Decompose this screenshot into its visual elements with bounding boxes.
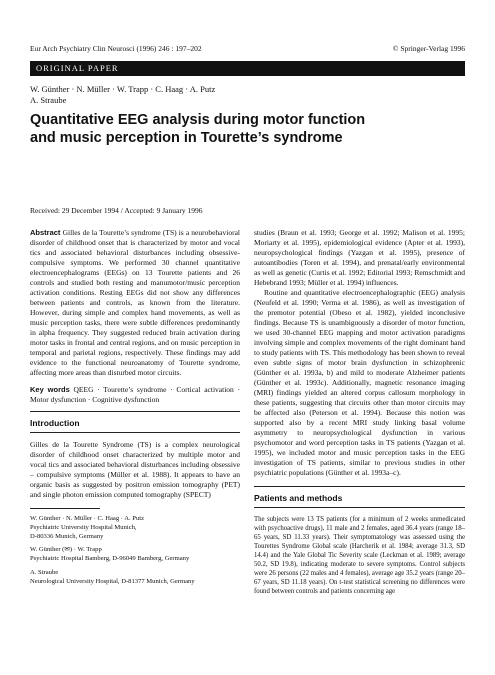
affiliation-line: Neurological University Hospital, D-81377 Munich, Germany: [30, 577, 195, 585]
divider: [254, 486, 465, 487]
title-line: and music perception in Tourette’s syndrome: [30, 130, 343, 146]
methods-text: The subjects were 13 TS patients (for a minimum of 2 weeks unmedicated with psychoactive drugs), 11 male and 2 females, aged 36.4 years (range 18–65 years, SD 11.33 years). Their symptomatology was assessed using the Tourettes Syndrome Global scale (Harcherik et al. 1984; average 31.3, SD 14.4) and the Yale Global Tic Severity scale (Leckman et al. 1989; average 50.2, SD 19.8), indicating moderate to severe symptoms. Control subjects were 26 persons (22 males and 4 females), average age 35.2 years (range 20–67 years, SD 11.18 years). On t-test statistical screening no differences were found between controls and patients concerning age: [254, 516, 465, 595]
affiliation-line: Psychiatric Hospital Bamberg, D-96049 Bamberg, Germany: [30, 555, 190, 563]
author-list: [30, 84, 450, 106]
keywords-label: Key words: [30, 385, 70, 394]
paper-title: [30, 111, 450, 147]
journal-citation: Eur Arch Psychiatry Clin Neurosci (1996) 246 : 197–202: [30, 44, 202, 53]
affiliation-names: W. Günther · N. Müller · C. Haag · A. Putz: [30, 515, 145, 522]
intro-continued: studies (Braun et al. 1993; George et al. 1992; Malison et al. 1995; Moriarty et al. 1995), epidemiological evidence (Apter et al. 1993), neuropsychological findings (Yazgan et al. 1995), presence of autoantibodies (Toren et al. 1994), and prenatal/early environmental as well as genetic (Curtis et al. 1992; Editorial 1993; Remschmidt and Hebebrand 1993; Müller et al. 1994) influences.: [254, 228, 465, 287]
affiliation: [30, 515, 240, 541]
author-line: A. Straube: [30, 95, 67, 105]
abstract-label: Abstract: [30, 228, 61, 237]
affiliation-names: W. Günther (✉) · W. Trapp: [30, 546, 102, 554]
introduction-heading: Introduction: [30, 418, 80, 428]
affiliation-line: Psychiatric University Hospital Munich,: [30, 523, 137, 531]
affiliations: [30, 515, 240, 587]
keywords-text: QEEG · Tourette’s syndrome · Cortical activation · Motor dysfunction · Cognitive dysfunction: [30, 385, 240, 404]
introduction-text: Gilles de la Tourette Syndrome (TS) is a complex neurological disorder of childhood onset characterized by multiple motor and vocal tics and associated behavioral disturbances including obsessive – compulsive symptoms (Müller et al. 1988). It appears to have an organic basis as suggested by positron emission tomography (PET) and single photon emission computed tomography (SPECT): [30, 440, 240, 499]
footnote-divider: [30, 508, 100, 509]
divider: [30, 411, 240, 412]
divider: [30, 432, 240, 433]
title-line: Quantitative EEG analysis during motor function: [30, 112, 366, 128]
affiliation-names: A. Straube: [30, 568, 59, 576]
abstract: [30, 228, 240, 378]
divider: [254, 507, 465, 508]
publisher-copyright: © Springer-Verlag 1996: [392, 44, 465, 53]
right-column: [254, 228, 465, 596]
section-bar: ORIGINAL PAPER: [30, 61, 465, 76]
affiliation-line: D-80336 Munich, Germany: [30, 532, 104, 540]
author-line: W. Günther · N. Müller · W. Trapp · C. Haag · A. Putz: [30, 84, 216, 94]
abstract-text: Gilles de la Tourette’s syndrome (TS) is a neurobehavioral disorder of childhood onset that is characterized by motor and vocal tics and associated behavioral disturbances including obsessive-compulsive symptoms. We performed 30 channel quantitative electroencephalograms (EEGs) on 13 Tourette patients and 26 controls and studied both resting and manumotor/music perception activation conditions. Resting EEGs did not show any differences between patients and controls, as known from the literature. However, during simple and complex hand movements, as well as music perception tasks, there were subtle differences predominantly in alpha frequency. They suggested reduced brain activation during motor tasks in frontal and central regions, and on music perception in temporal and parietal regions, respectively. These findings may add evidence to the functional neuroanatomy of Tourette syndrome, affecting more areas than disturbed motor circuits.: [30, 228, 241, 377]
intro-paragraph: Routine and quantitative electroencephalographic (EEG) analysis (Neufeld et al. 1990; Verma et al. 1986), as well as investigation of the premotor potential (Obeso et al. 1982), yielded inconclusive findings. Because TS is unambiguously a disorder of motor function, we used 30-channel EEG mapping and motor activation paradigms involving simple and complex movements of the right dominant hand to study patients with TS. This methodology has been shown to reveal even subtle signs of motor brain dysfunction in schizophrenic (Günther et al. 1993a, b) and mild to moderate Alzheimer patients (Günther et al. 1993c). Additionally, magnetic resonance imaging (MRI) findings yielded an altered corpus callosum morphology in these patients, suggesting that circuits other than motor circuits may be affected also (Peterson et al. 1994). Because this notion was supported also by a recent MRI study linking basal volume asymmetry to neuropsychological dysfunction in various psychomotor and word perception tasks in TS patients (Yazgan et al. 1995), we included motor and music perception tasks in the EEG investigation of TS patients, similar to previous studies in other psychiatric populations (Günther et al. 1993a–c).: [254, 288, 465, 477]
affiliation: [30, 569, 240, 587]
received-dates: Received: 29 December 1994 / Accepted: 9 January 1996: [30, 206, 203, 215]
methods-heading: Patients and methods: [254, 493, 343, 503]
left-column: [30, 228, 240, 592]
keywords: [30, 385, 240, 405]
affiliation: [30, 546, 240, 564]
